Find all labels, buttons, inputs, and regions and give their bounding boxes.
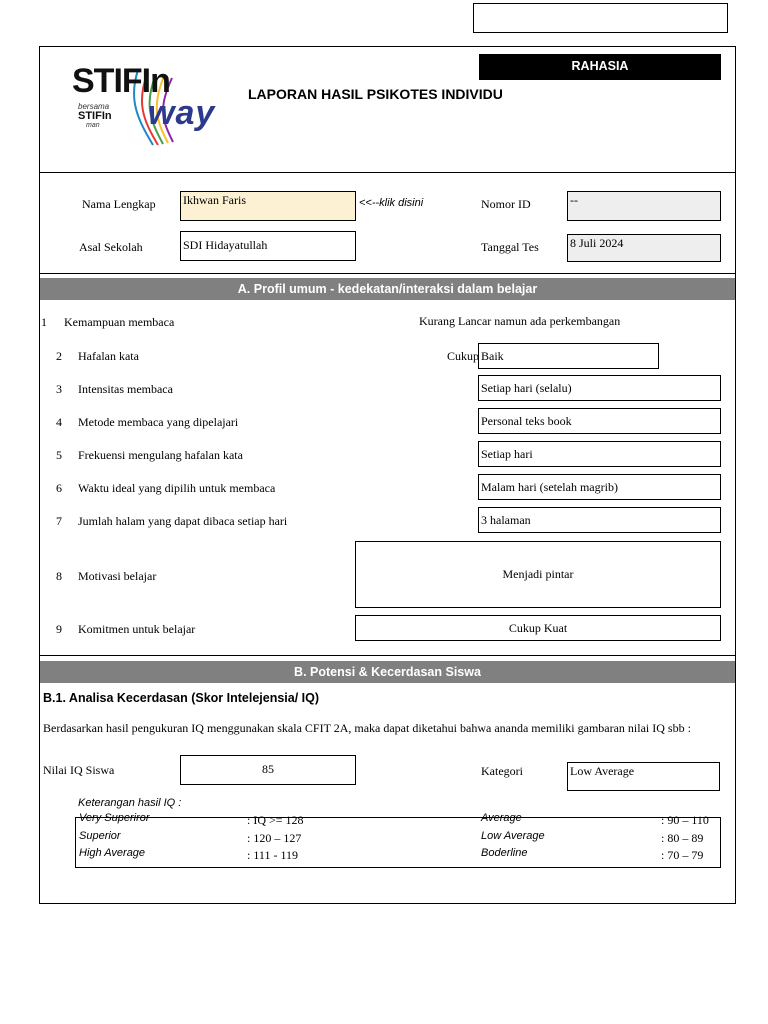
section-b-header: B. Potensi & Kecerdasan Siswa (40, 661, 735, 683)
item-7-number: 7 (56, 514, 62, 528)
item-8-number: 8 (56, 569, 62, 583)
date-label: Tanggal Tes (481, 240, 539, 254)
legend-left-1-range: : IQ >= 128 (247, 813, 304, 827)
logo-small1: bersama (78, 102, 110, 111)
date-field: 8 Juli 2024 (567, 234, 721, 262)
top-empty-box (473, 3, 728, 33)
iq-label: Nilai IQ Siswa (43, 763, 115, 777)
category-label: Kategori (481, 764, 523, 778)
section-b1-title: B.1. Analisa Kecerdasan (Skor Intelejensia/ IQ) (43, 691, 320, 705)
logo-small2: STIFIn (78, 110, 112, 122)
item-3-field[interactable]: Setiap hari (selalu) (478, 375, 721, 401)
item-4-field[interactable]: Personal teks book (478, 408, 721, 434)
school-field[interactable]: SDI Hidayatullah (180, 231, 356, 261)
item-6-field[interactable]: Malam hari (setelah magrib) (478, 474, 721, 500)
item-6-number: 6 (56, 481, 62, 495)
legend-left-1-name: Very Superiror (79, 812, 150, 824)
name-hint: <<--klik disini (359, 197, 424, 209)
legend-right-1-name: Average (481, 812, 522, 824)
item-7-field[interactable]: 3 halaman (478, 507, 721, 533)
item-6-label: Waktu ideal yang dipilih untuk membaca (78, 481, 276, 495)
item-5-number: 5 (56, 448, 62, 462)
logo-small3: man (86, 122, 100, 129)
item-9-number: 9 (56, 622, 62, 636)
legend-right-1-range: : 90 – 110 (661, 813, 709, 827)
divider-identity (40, 273, 735, 274)
section-a-header: A. Profil umum - kedekatan/interaksi dalam belajar (40, 278, 735, 300)
confidential-badge: RAHASIA (479, 54, 721, 80)
legend-title: Keterangan hasil IQ : (78, 797, 182, 809)
legend-right-3-name: Boderline (481, 847, 528, 859)
legend-left-3-range: : 111 - 119 (247, 848, 298, 862)
item-1-value: Kurang Lancar namun ada perkembangan (419, 314, 621, 328)
item-5-field[interactable]: Setiap hari (478, 441, 721, 467)
id-label: Nomor ID (481, 197, 531, 211)
item-2-number: 2 (56, 349, 62, 363)
item-9-label: Komitmen untuk belajar (78, 622, 196, 636)
divider-header (40, 172, 735, 173)
logo-way: way (148, 94, 216, 132)
page-title: LAPORAN HASIL PSIKOTES INDIVIDU (248, 86, 503, 102)
item-8-label: Motivasi belajar (78, 569, 157, 583)
logo-main-text: STIFIn (72, 62, 170, 100)
item-9-field[interactable]: Cukup Kuat (355, 615, 721, 641)
item-3-number: 3 (56, 382, 62, 396)
legend-right-2-range: : 80 – 89 (661, 831, 704, 845)
item-2-label: Hafalan kata (78, 349, 139, 363)
section-b1-intro: Berdasarkan hasil pengukuran IQ menggunakan skala CFIT 2A, maka dapat diketahui bahwa ananda memiliki gambaran nilai IQ sbb : (43, 721, 691, 735)
id-field: -- (567, 191, 721, 221)
iq-field: 85 (180, 755, 356, 785)
item-5-label: Frekuensi mengulang hafalan kata (78, 448, 243, 462)
name-field[interactable]: Ikhwan Faris (180, 191, 356, 221)
item-2-field[interactable]: Baik (478, 343, 659, 369)
legend-left-3-name: High Average (79, 847, 146, 859)
item-8-field[interactable]: Menjadi pintar (355, 541, 721, 608)
legend-right-3-range: : 70 – 79 (661, 848, 704, 862)
stifin-logo (58, 60, 228, 148)
item-7-label: Jumlah halam yang dapat dibaca setiap hari (78, 514, 288, 528)
item-4-label: Metode membaca yang dipelajari (78, 415, 239, 429)
item-2-prefix: Cukup (447, 349, 480, 363)
item-4-number: 4 (56, 415, 62, 429)
school-label: Asal Sekolah (79, 240, 143, 254)
item-1-label: Kemampuan membaca (64, 315, 175, 329)
name-label: Nama Lengkap (82, 197, 156, 211)
category-field: Low Average (567, 762, 720, 791)
item-1-number: 1 (41, 315, 47, 329)
iq-legend-box (75, 817, 721, 868)
legend-right-2-name: Low Average (481, 830, 545, 842)
item-3-label: Intensitas membaca (78, 382, 173, 396)
legend-left-2-range: : 120 – 127 (247, 831, 302, 845)
legend-left-2-name: Superior (79, 830, 121, 842)
divider-section-a (40, 655, 735, 656)
